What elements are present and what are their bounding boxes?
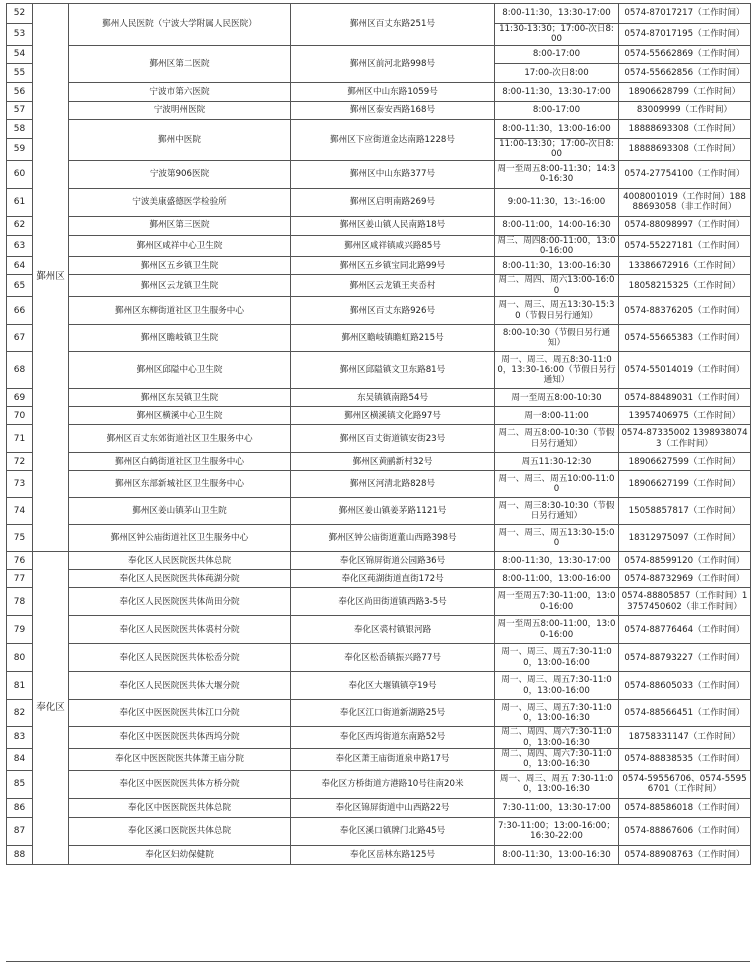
hospital-address: 奉化区锦屏街道公园路36号 [291, 552, 495, 570]
hospital-address: 鄞州区中山东路1059号 [291, 82, 495, 101]
table-row [7, 845, 751, 864]
district-cell: 鄞州区 [33, 4, 69, 552]
hospital-name: 鄞州区瞻岐镇卫生院 [69, 325, 291, 352]
hospital-address: 鄞州区钟公庙街道董山西路398号 [291, 525, 495, 552]
contact-phone: 18906627199（工作时间） [619, 471, 751, 498]
contact-phone: 0574-88566451（工作时间） [619, 700, 751, 727]
hospital-address: 鄞州区横溪镇文化路97号 [291, 407, 495, 425]
table-row [7, 570, 751, 588]
clinic-table-body [7, 4, 751, 865]
contact-phone: 18888693308（工作时间） [619, 138, 751, 160]
table-row [7, 257, 751, 275]
hospital-name: 奉化区人民医院医共体大堰分院 [69, 672, 291, 700]
hospital-name: 鄞州区白鹤街道社区卫生服务中心 [69, 453, 291, 471]
hospital-name: 奉化区中医医院医共体西坞分院 [69, 727, 291, 749]
hospital-name: 鄞州区东柳街道社区卫生服务中心 [69, 297, 291, 325]
contact-phone: 0574-88376205（工作时间） [619, 297, 751, 325]
table-row [7, 770, 751, 798]
table-row [7, 119, 751, 138]
hospital-name: 奉化区中医医院医共体总院 [69, 798, 291, 817]
row-number: 78 [7, 588, 33, 616]
contact-phone: 0574-88586018（工作时间） [619, 798, 751, 817]
service-hours: 周一、周三、周五13:30-15:30（节假日另行通知） [495, 297, 619, 325]
row-number: 67 [7, 325, 33, 352]
row-number: 85 [7, 770, 33, 798]
service-hours: 周三、周四8:00-11:00，13:00-16:00 [495, 235, 619, 257]
contact-phone: 0574-55665383（工作时间） [619, 325, 751, 352]
contact-phone: 0574-88805857（工作时间）13757450602（非工作时间） [619, 588, 751, 616]
service-hours: 8:00-11:30，13:30-17:00 [495, 552, 619, 570]
hospital-name: 宁波美康盛德医学检验所 [69, 188, 291, 216]
service-hours: 8:00-11:00，13:00-16:00 [495, 570, 619, 588]
contact-phone: 15058857817（工作时间） [619, 498, 751, 525]
service-hours: 8:00-11:30，13:00-16:30 [495, 845, 619, 864]
row-number: 88 [7, 845, 33, 864]
row-number: 65 [7, 275, 33, 297]
service-hours: 周一、周三、周五7:30-11:00，13:00-16:00 [495, 672, 619, 700]
hospital-address: 鄞州区瞻岐镇瞻虹路215号 [291, 325, 495, 352]
contact-phone: 0574-88098997（工作时间） [619, 216, 751, 235]
contact-phone: 0574-55014019（工作时间） [619, 352, 751, 389]
row-number: 68 [7, 352, 33, 389]
hospital-name: 鄞州区东部新城社区卫生服务中心 [69, 471, 291, 498]
service-hours: 周一、周三、周五10:00-11:00 [495, 471, 619, 498]
row-number: 76 [7, 552, 33, 570]
table-row [7, 101, 751, 119]
hospital-name: 鄞州区钟公庙街道社区卫生服务中心 [69, 525, 291, 552]
hospital-name: 奉化区人民医院医共体莼湖分院 [69, 570, 291, 588]
hospital-address: 东吴镇镇南路54号 [291, 389, 495, 407]
hospital-name: 奉化区人民医院医共体总院 [69, 552, 291, 570]
row-number: 84 [7, 749, 33, 771]
contact-phone: 0574-55662856（工作时间） [619, 63, 751, 82]
table-row [7, 727, 751, 749]
service-hours: 8:00-11:30，13:00-16:30 [495, 257, 619, 275]
table-row [7, 407, 751, 425]
contact-phone: 0574-88867606（工作时间） [619, 817, 751, 845]
row-number: 59 [7, 138, 33, 160]
table-row [7, 471, 751, 498]
hospital-address: 鄞州区邱隘镇文卫东路81号 [291, 352, 495, 389]
table-row [7, 749, 751, 771]
service-hours: 7:30-11:00；13:00-16:00；16:30-22:00 [495, 817, 619, 845]
service-hours: 11:00-13:30；17:00-次日8:00 [495, 138, 619, 160]
hospital-address: 鄞州区百丈街道镇安街23号 [291, 425, 495, 453]
hospital-name: 奉化区中医医院医共体萧王庙分院 [69, 749, 291, 771]
hospital-name: 鄞州区咸祥中心卫生院 [69, 235, 291, 257]
contact-phone: 0574-87017195（工作时间） [619, 24, 751, 46]
contact-phone: 18312975097（工作时间） [619, 525, 751, 552]
hospital-name: 鄞州区百丈东郊街道社区卫生服务中心 [69, 425, 291, 453]
hospital-address: 奉化区江口街道新湖路25号 [291, 700, 495, 727]
service-hours: 周二、周五8:00-10:30（节假日另行通知） [495, 425, 619, 453]
hospital-address: 奉化区莼湖街道直街172号 [291, 570, 495, 588]
service-hours: 周一至周五8:00-10:30 [495, 389, 619, 407]
row-number: 53 [7, 24, 33, 46]
hospital-name: 鄞州区东吴镇卫生院 [69, 389, 291, 407]
table-row [7, 817, 751, 845]
hospital-address: 鄞州区中山东路377号 [291, 160, 495, 188]
hospital-address: 奉化区溪口镇牌门北路45号 [291, 817, 495, 845]
service-hours: 周一、周三、周五8:30-11:00，13:30-16:00（节假日另行通知） [495, 352, 619, 389]
hospital-address: 鄞州区百丈东路251号 [291, 4, 495, 46]
hospital-address: 奉化区锦屏街道中山西路22号 [291, 798, 495, 817]
hospital-address: 鄞州区姜山镇姜茅路1121号 [291, 498, 495, 525]
service-hours: 周一8:00-11:00 [495, 407, 619, 425]
row-number: 77 [7, 570, 33, 588]
hospital-address: 奉化区岳林东路125号 [291, 845, 495, 864]
contact-phone: 18906628799（工作时间） [619, 82, 751, 101]
table-row [7, 325, 751, 352]
clinic-table-wrapper [6, 3, 750, 865]
row-number: 63 [7, 235, 33, 257]
hospital-name: 奉化区人民医院医共体尚田分院 [69, 588, 291, 616]
table-row [7, 588, 751, 616]
row-number: 55 [7, 63, 33, 82]
service-hours: 8:00-11:30，13:00-16:00 [495, 119, 619, 138]
row-number: 73 [7, 471, 33, 498]
hospital-address: 鄞州区百丈东路926号 [291, 297, 495, 325]
row-number: 64 [7, 257, 33, 275]
row-number: 86 [7, 798, 33, 817]
service-hours: 周一至周五8:00-11:30；14:30-16:30 [495, 160, 619, 188]
contact-phone: 83009999（工作时间） [619, 101, 751, 119]
contact-phone: 4008001019（工作时间）18888693058（非工作时间） [619, 188, 751, 216]
hospital-name: 鄞州区云龙镇卫生院 [69, 275, 291, 297]
contact-phone: 0574-88776464（工作时间） [619, 616, 751, 644]
service-hours: 周一、周三、周五13:30-15:00 [495, 525, 619, 552]
table-row [7, 616, 751, 644]
contact-phone: 18906627599（工作时间） [619, 453, 751, 471]
hospital-address: 鄞州区五乡镇宝同北路99号 [291, 257, 495, 275]
service-hours: 9:00-11:30，13:-16:00 [495, 188, 619, 216]
table-row [7, 297, 751, 325]
table-row [7, 160, 751, 188]
district-cell: 奉化区 [33, 552, 69, 865]
contact-phone: 18758331147（工作时间） [619, 727, 751, 749]
service-hours: 周一、周三、周五7:30-11:00，13:00-16:00 [495, 644, 619, 672]
row-number: 83 [7, 727, 33, 749]
row-number: 58 [7, 119, 33, 138]
service-hours: 周一至周五7:30-11:00，13:00-16:00 [495, 588, 619, 616]
hospital-address: 鄞州区黄鹂新村32号 [291, 453, 495, 471]
hospital-name: 鄞州区第三医院 [69, 216, 291, 235]
hospital-address: 奉化区大堰镇镇亭19号 [291, 672, 495, 700]
hospital-address: 奉化区方桥街道方港路10号往南20米 [291, 770, 495, 798]
hospital-name: 宁波明州医院 [69, 101, 291, 119]
service-hours: 8:00-11:00，14:00-16:30 [495, 216, 619, 235]
service-hours: 周二、周四、周六13:00-16:00 [495, 275, 619, 297]
row-number: 70 [7, 407, 33, 425]
hospital-address: 鄞州区启明南路269号 [291, 188, 495, 216]
row-number: 75 [7, 525, 33, 552]
hospital-address: 奉化区尚田街道镇西路3-5号 [291, 588, 495, 616]
table-row [7, 275, 751, 297]
service-hours: 周一、周三8:30-10:30（节假日另行通知） [495, 498, 619, 525]
row-number: 79 [7, 616, 33, 644]
service-hours: 周一、周三、周五 7:30-11:00，13:00-16:30 [495, 770, 619, 798]
row-number: 66 [7, 297, 33, 325]
hospital-name: 鄞州区姜山镇茅山卫生院 [69, 498, 291, 525]
hospital-address: 鄞州区姜山镇人民南路18号 [291, 216, 495, 235]
hospital-name: 奉化区人民医院医共体松岙分院 [69, 644, 291, 672]
service-hours: 周五11:30-12:30 [495, 453, 619, 471]
hospital-name: 鄞州区五乡镇卫生院 [69, 257, 291, 275]
table-row [7, 235, 751, 257]
table-row [7, 4, 751, 24]
table-row [7, 352, 751, 389]
contact-phone: 0574-88599120（工作时间） [619, 552, 751, 570]
contact-phone: 18058215325（工作时间） [619, 275, 751, 297]
table-bottom-rule [6, 961, 750, 962]
row-number: 57 [7, 101, 33, 119]
row-number: 52 [7, 4, 33, 24]
row-number: 54 [7, 45, 33, 63]
service-hours: 周一至周五8:00-11:00，13:00-16:00 [495, 616, 619, 644]
table-row [7, 700, 751, 727]
row-number: 61 [7, 188, 33, 216]
contact-phone: 13386672916（工作时间） [619, 257, 751, 275]
row-number: 71 [7, 425, 33, 453]
contact-phone: 18888693308（工作时间） [619, 119, 751, 138]
hospital-name: 鄞州区邱隘中心卫生院 [69, 352, 291, 389]
table-row [7, 82, 751, 101]
contact-phone: 0574-88838535（工作时间） [619, 749, 751, 771]
hospital-address: 奉化区萧王庙街道泉申路17号 [291, 749, 495, 771]
row-number: 69 [7, 389, 33, 407]
service-hours: 周二、周四、周六7:30-11:00，13:00-16:30 [495, 749, 619, 771]
contact-phone: 0574-88793227（工作时间） [619, 644, 751, 672]
table-row [7, 672, 751, 700]
row-number: 60 [7, 160, 33, 188]
hospital-address: 鄞州区咸祥镇咸兴路85号 [291, 235, 495, 257]
contact-phone: 0574-88732969（工作时间） [619, 570, 751, 588]
hospital-name: 宁波第906医院 [69, 160, 291, 188]
row-number: 56 [7, 82, 33, 101]
service-hours: 11:30-13:30；17:00-次日8:00 [495, 24, 619, 46]
hospital-address: 鄞州区泰安西路168号 [291, 101, 495, 119]
hospital-name: 奉化区人民医院医共体裘村分院 [69, 616, 291, 644]
service-hours: 8:00-17:00 [495, 45, 619, 63]
service-hours: 7:30-11:00，13:30-17:00 [495, 798, 619, 817]
hospital-name: 鄞州区横溪中心卫生院 [69, 407, 291, 425]
hospital-name: 鄞州人民医院（宁波大学附属人民医院） [69, 4, 291, 46]
contact-phone: 0574-87335002 13989380743（工作时间） [619, 425, 751, 453]
table-row [7, 45, 751, 63]
table-row [7, 798, 751, 817]
contact-phone: 0574-88489031（工作时间） [619, 389, 751, 407]
table-row [7, 498, 751, 525]
hospital-name: 宁波市第六医院 [69, 82, 291, 101]
service-hours: 周二、周四、周六7:30-11:00，13:00-16:30 [495, 727, 619, 749]
table-row [7, 644, 751, 672]
hospital-name: 奉化区中医医院医共体江口分院 [69, 700, 291, 727]
row-number: 72 [7, 453, 33, 471]
hospital-address: 奉化区裘村镇银河路 [291, 616, 495, 644]
contact-phone: 0574-55227181（工作时间） [619, 235, 751, 257]
contact-phone: 0574-27754100（工作时间） [619, 160, 751, 188]
table-row [7, 425, 751, 453]
service-hours: 8:00-10:30（节假日另行通知） [495, 325, 619, 352]
service-hours: 8:00-11:30，13:30-17:00 [495, 4, 619, 24]
hospital-address: 鄞州区云龙镇王夹岙村 [291, 275, 495, 297]
service-hours: 8:00-11:30，13:30-17:00 [495, 82, 619, 101]
row-number: 62 [7, 216, 33, 235]
hospital-address: 奉化区西坞街道东南路52号 [291, 727, 495, 749]
hospital-address: 鄞州区河清北路828号 [291, 471, 495, 498]
table-row [7, 552, 751, 570]
hospital-address: 鄞州区下应街道金达南路1228号 [291, 119, 495, 160]
table-row [7, 525, 751, 552]
hospital-name: 鄞州区第二医院 [69, 45, 291, 82]
contact-phone: 0574-59556706、0574-55956701（工作时间） [619, 770, 751, 798]
contact-phone: 0574-87017217（工作时间） [619, 4, 751, 24]
contact-phone: 0574-88605033（工作时间） [619, 672, 751, 700]
contact-phone: 13957406975（工作时间） [619, 407, 751, 425]
row-number: 82 [7, 700, 33, 727]
row-number: 80 [7, 644, 33, 672]
row-number: 74 [7, 498, 33, 525]
hospital-address: 奉化区松岙镇振兴路77号 [291, 644, 495, 672]
hospital-name: 奉化区中医医院医共体方桥分院 [69, 770, 291, 798]
contact-phone: 0574-88908763（工作时间） [619, 845, 751, 864]
service-hours: 17:00-次日8:00 [495, 63, 619, 82]
hospital-address: 鄞州区前河北路998号 [291, 45, 495, 82]
hospital-name: 奉化区溪口医院医共体总院 [69, 817, 291, 845]
row-number: 87 [7, 817, 33, 845]
row-number: 81 [7, 672, 33, 700]
table-row [7, 188, 751, 216]
service-hours: 8:00-17:00 [495, 101, 619, 119]
table-row [7, 216, 751, 235]
table-row [7, 389, 751, 407]
hospital-name: 鄞州中医院 [69, 119, 291, 160]
table-row [7, 453, 751, 471]
service-hours: 周一、周三、周五7:30-11:00，13:00-16:30 [495, 700, 619, 727]
clinic-table [6, 3, 751, 865]
hospital-name: 奉化区妇幼保健院 [69, 845, 291, 864]
contact-phone: 0574-55662869（工作时间） [619, 45, 751, 63]
